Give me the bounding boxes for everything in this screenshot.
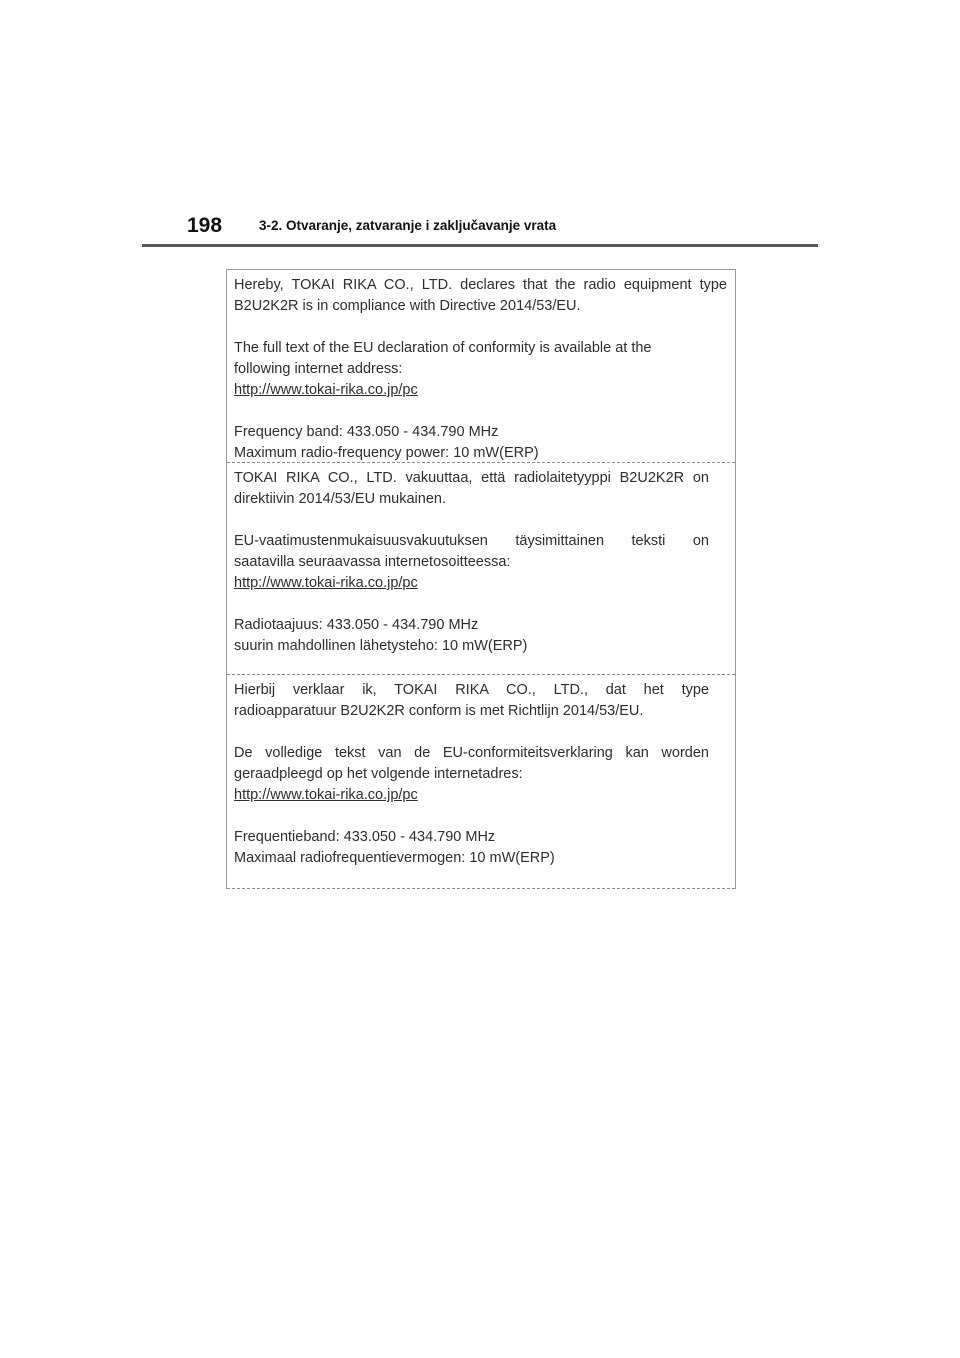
fulltext-line: saatavilla seuraavassa internetosoitteessa: — [234, 554, 511, 570]
section-dutch — [227, 675, 735, 889]
declaration-line: B2U2K2R is in compliance with Directive 2014/53/EU. — [234, 298, 581, 314]
declaration-line: direktiivin 2014/53/EU mukainen. — [234, 491, 446, 507]
chapter-title: 3-2. Otvaranje, zatvaranje i zaključavanje vrata — [259, 218, 557, 233]
declaration-box — [226, 269, 736, 889]
page-header — [187, 214, 818, 248]
declaration-line: Hereby, TOKAI RIKA CO., LTD. declares that the radio equipment type — [234, 277, 727, 293]
fulltext-line: EU-vaatimustenmukaisuusvakuutuksen täysimittainen teksti on — [234, 533, 709, 549]
fulltext-line: The full text of the EU declaration of conformity is available at the — [234, 340, 652, 356]
section-finnish — [227, 463, 735, 675]
header-rule — [142, 244, 818, 247]
frequency-band: Radiotaajuus: 433.050 - 434.790 MHz — [234, 617, 479, 633]
fulltext-line: geraadpleegd op het volgende internetadres: — [234, 766, 523, 782]
declaration-line: radioapparatuur B2U2K2R conform is met Richtlijn 2014/53/EU. — [234, 703, 644, 719]
frequency-band: Frequentieband: 433.050 - 434.790 MHz — [234, 829, 496, 845]
fulltext-line: De volledige tekst van de EU-conformiteitsverklaring kan worden — [234, 745, 709, 761]
max-power: Maximaal radiofrequentievermogen: 10 mW(ERP) — [234, 850, 555, 866]
max-power: suurin mahdollinen lähetysteho: 10 mW(ERP) — [234, 638, 528, 654]
declaration-line: Hierbij verklaar ik, TOKAI RIKA CO., LTD., dat het type — [234, 682, 709, 698]
section-english — [227, 270, 735, 463]
frequency-band: Frequency band: 433.050 - 434.790 MHz — [234, 424, 499, 440]
max-power: Maximum radio-frequency power: 10 mW(ERP) — [234, 445, 539, 461]
conformity-url-link[interactable]: http://www.tokai-rika.co.jp/pc — [234, 787, 418, 803]
page-number: 198 — [187, 214, 223, 237]
conformity-url-link[interactable]: http://www.tokai-rika.co.jp/pc — [234, 382, 418, 398]
declaration-line: TOKAI RIKA CO., LTD. vakuuttaa, että radiolaitetyyppi B2U2K2R on — [234, 470, 709, 486]
fulltext-line: following internet address: — [234, 361, 403, 377]
conformity-url-link[interactable]: http://www.tokai-rika.co.jp/pc — [234, 575, 418, 591]
